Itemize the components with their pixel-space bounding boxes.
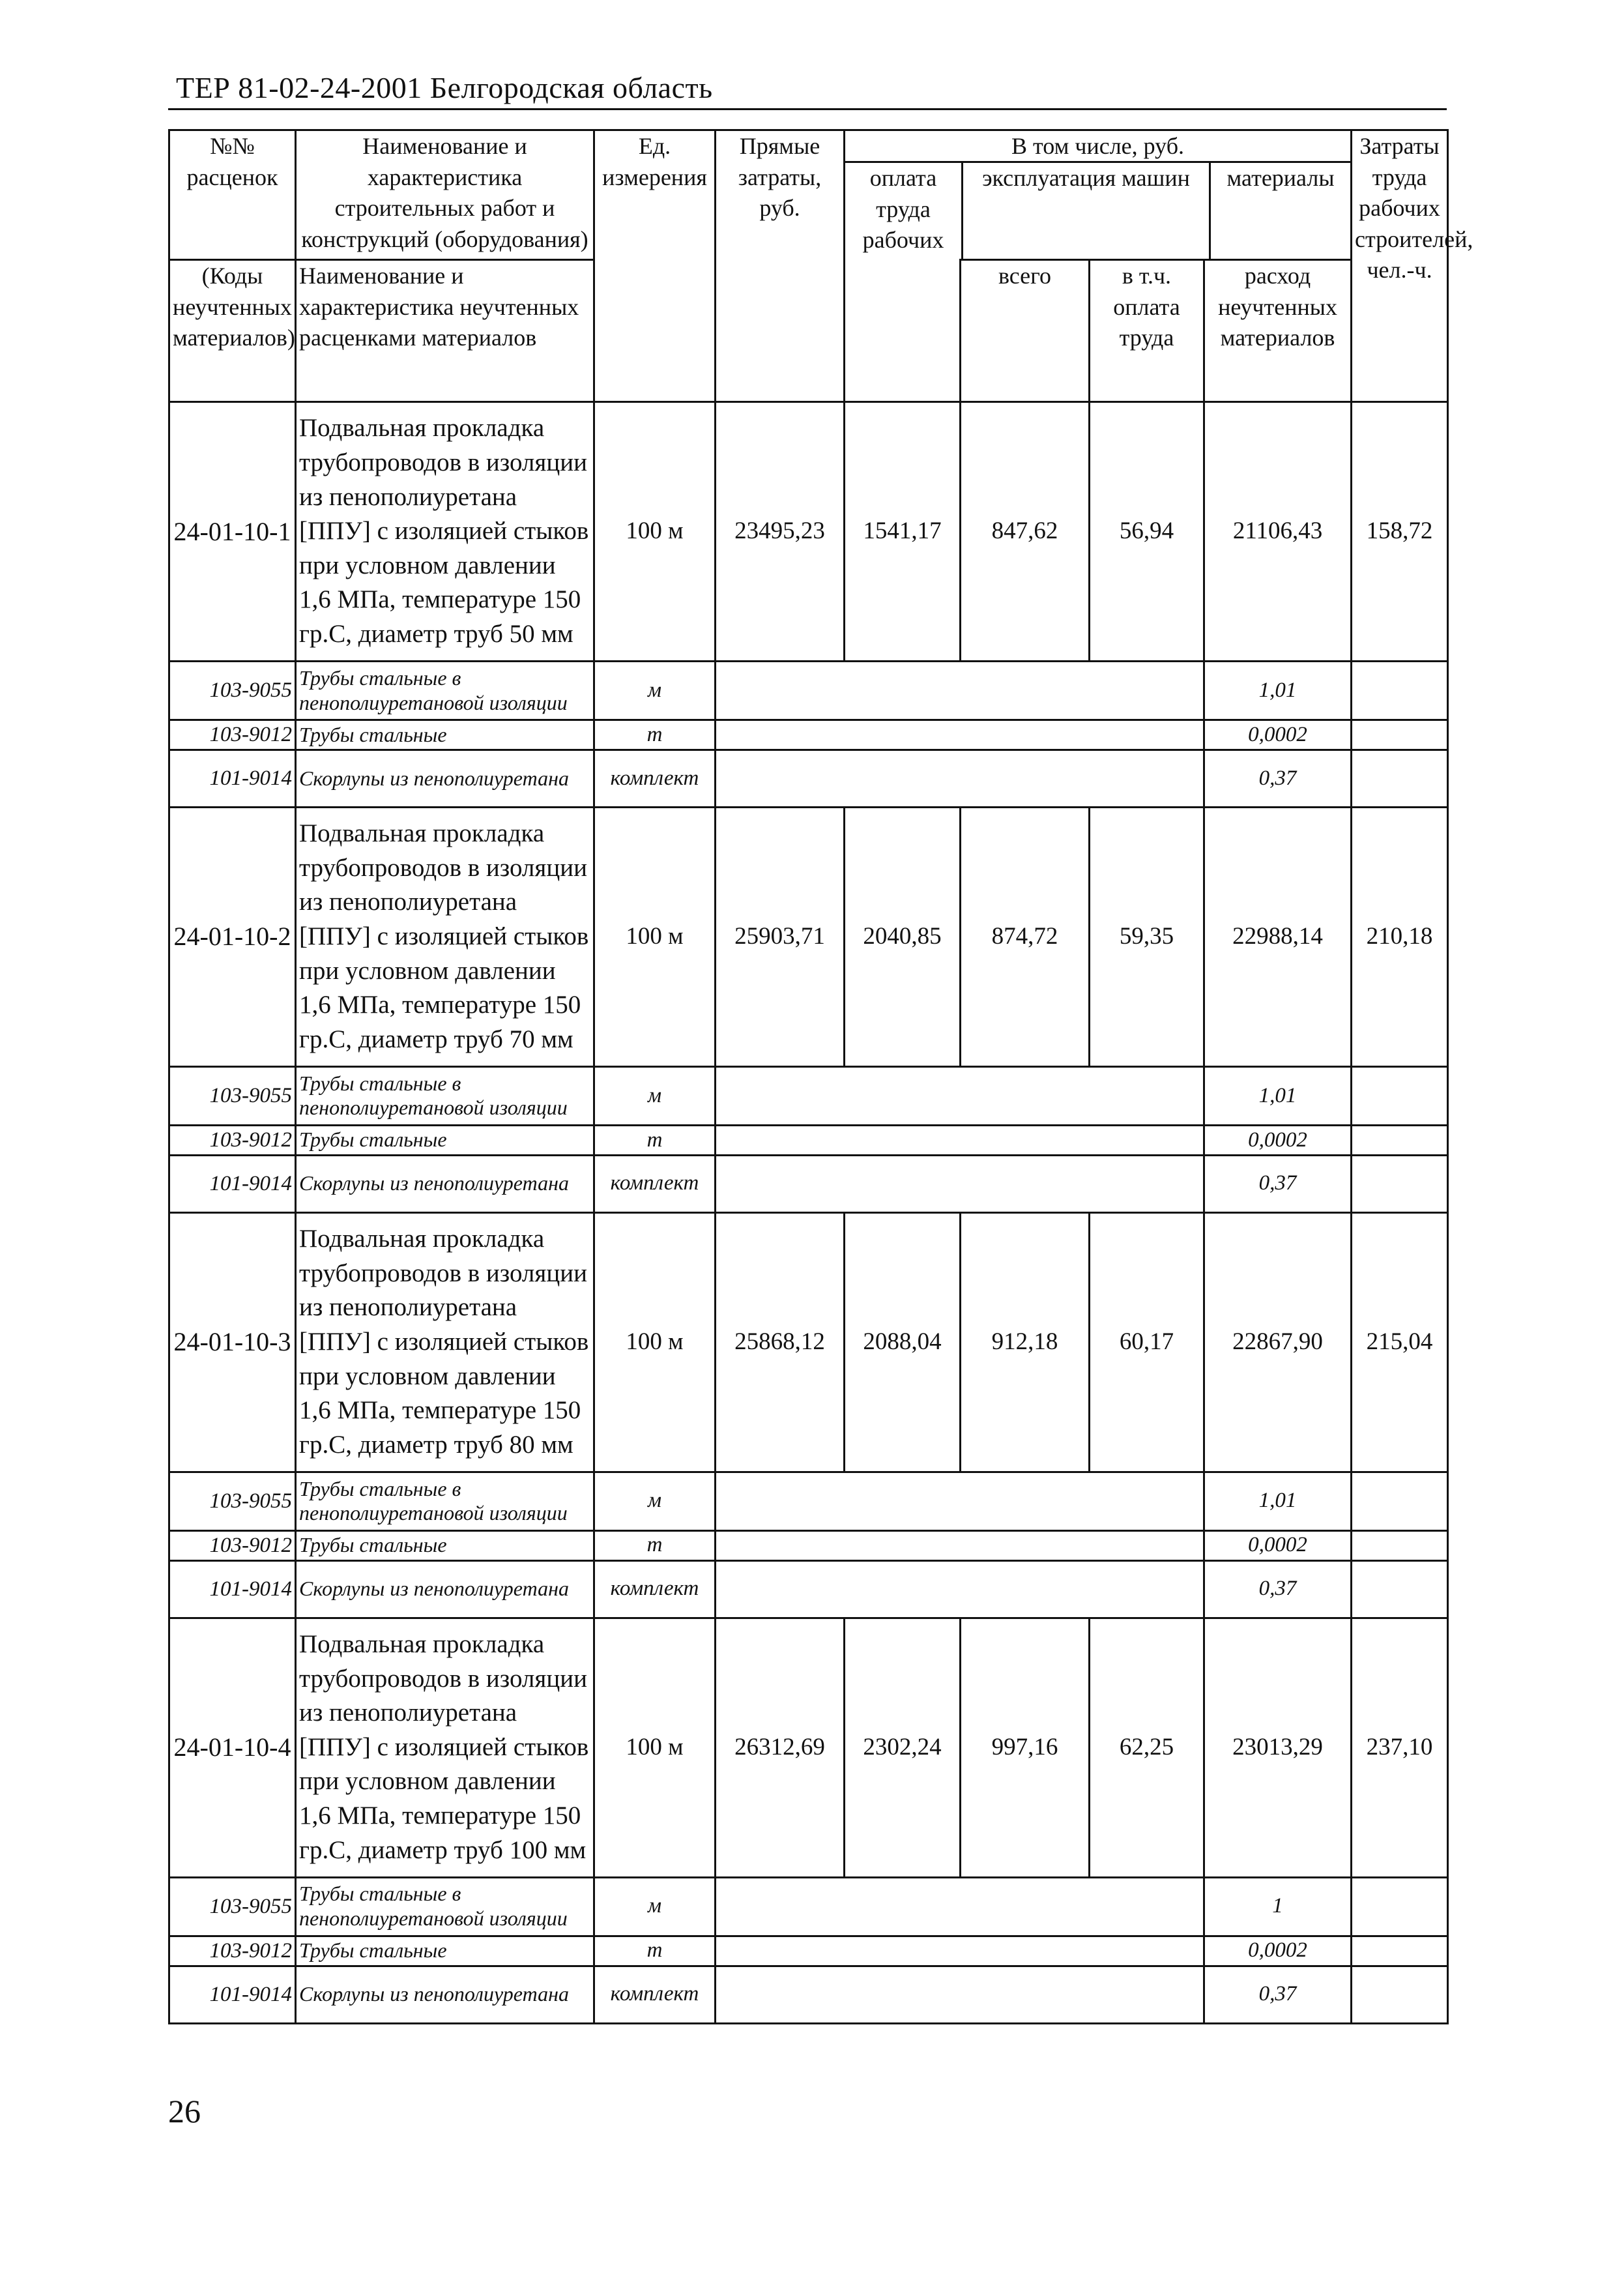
rate-machines-total: 912,18: [961, 1212, 1090, 1472]
material-blank-end: [1352, 720, 1448, 750]
header-rule: [168, 108, 1447, 110]
material-code: 103-9055: [169, 1877, 296, 1936]
material-blank: [716, 1155, 1204, 1212]
rate-direct-cost: 23495,23: [716, 402, 845, 662]
material-blank-end: [1352, 750, 1448, 807]
rate-machines-pay: 60,17: [1090, 1212, 1204, 1472]
material-unit: т: [594, 1125, 716, 1155]
header-num: №№ расценок: [169, 130, 296, 260]
material-name: Скорлупы из пенополиуретана: [296, 750, 594, 807]
material-code: 103-9055: [169, 1066, 296, 1125]
rate-unit: 100 м: [594, 1618, 716, 1877]
rate-materials: 21106,43: [1204, 402, 1352, 662]
rate-materials: 22867,90: [1204, 1212, 1352, 1472]
rate-labor-hours: 237,10: [1352, 1618, 1448, 1877]
material-name: Трубы стальные в пенополиуретановой изоляции: [296, 1066, 594, 1125]
material-blank: [716, 1125, 1204, 1155]
material-qty: 0,0002: [1204, 720, 1352, 750]
material-qty: 0,37: [1204, 1966, 1352, 2023]
material-name: Трубы стальные в пенополиуретановой изоляции: [296, 662, 594, 720]
material-blank-end: [1352, 1560, 1448, 1618]
rate-code: 24-01-10-2: [169, 807, 296, 1066]
material-row: [169, 1066, 1448, 1125]
rate-code: 24-01-10-1: [169, 402, 296, 662]
material-name: Трубы стальные: [296, 1936, 594, 1966]
material-qty: 0,37: [1204, 1560, 1352, 1618]
material-blank-end: [1352, 1530, 1448, 1560]
material-qty: 0,37: [1204, 1155, 1352, 1212]
material-blank: [716, 1530, 1204, 1560]
material-unit: комплект: [594, 1155, 716, 1212]
material-name: Трубы стальные в пенополиуретановой изоляции: [296, 1877, 594, 1936]
material-code: 103-9012: [169, 1125, 296, 1155]
header-labor-cost: Затраты труда рабочих строителей, чел.-ч.: [1352, 130, 1448, 402]
material-blank-end: [1352, 1966, 1448, 2023]
material-blank-end: [1352, 1155, 1448, 1212]
rate-labor-pay: 2040,85: [845, 807, 961, 1066]
header-codes: (Коды неучтенных материалов): [169, 260, 296, 402]
header-mat-name: Наименование и характеристика неучтенных расценками материалов: [296, 260, 594, 402]
rate-labor-pay: 1541,17: [845, 402, 961, 662]
rate-labor-hours: 158,72: [1352, 402, 1448, 662]
material-blank-end: [1352, 1125, 1448, 1155]
header-machines: эксплуатация машин: [963, 163, 1211, 259]
rate-machines-pay: 56,94: [1090, 402, 1204, 662]
document-header: ТЕР 81-02-24-2001 Белгородская область: [176, 71, 713, 104]
rate-name: Подвальная прокладка трубопроводов в изоляции из пенополиуретана [ППУ] с изоляцией стыков при условном давлении 1,6 МПа, температуре 150 гр.С, диаметр труб 50 мм: [296, 402, 594, 662]
material-row: [169, 1560, 1448, 1618]
material-code: 103-9012: [169, 1530, 296, 1560]
material-blank: [716, 662, 1204, 720]
material-code: 101-9014: [169, 1966, 296, 2023]
material-code: 103-9055: [169, 662, 296, 720]
material-row: [169, 1966, 1448, 2023]
material-row: [169, 1936, 1448, 1966]
material-code: 103-9055: [169, 1472, 296, 1530]
rate-materials: 22988,14: [1204, 807, 1352, 1066]
material-name: Скорлупы из пенополиуретана: [296, 1966, 594, 2023]
material-name: Трубы стальные: [296, 720, 594, 750]
table-row: [169, 1618, 1448, 1877]
rate-direct-cost: 25903,71: [716, 807, 845, 1066]
material-code: 103-9012: [169, 720, 296, 750]
rate-machines-total: 847,62: [961, 402, 1090, 662]
material-unit: м: [594, 662, 716, 720]
table-row: [169, 402, 1448, 662]
material-name: Трубы стальные: [296, 1530, 594, 1560]
material-blank: [716, 1472, 1204, 1530]
material-unit: комплект: [594, 1966, 716, 2023]
material-blank: [716, 1560, 1204, 1618]
header-mat-use: расход неучтенных материалов: [1204, 260, 1352, 402]
material-unit: комплект: [594, 1560, 716, 1618]
material-row: [169, 750, 1448, 807]
rate-direct-cost: 25868,12: [716, 1212, 845, 1472]
material-code: 101-9014: [169, 750, 296, 807]
rate-labor-pay: 2302,24: [845, 1618, 961, 1877]
rate-code: 24-01-10-4: [169, 1618, 296, 1877]
material-qty: 1,01: [1204, 1472, 1352, 1530]
material-blank-end: [1352, 1877, 1448, 1936]
table-row: [169, 807, 1448, 1066]
material-blank: [716, 1936, 1204, 1966]
material-qty: 1,01: [1204, 662, 1352, 720]
material-name: Трубы стальные в пенополиуретановой изоляции: [296, 1472, 594, 1530]
rate-machines-pay: 62,25: [1090, 1618, 1204, 1877]
rate-unit: 100 м: [594, 807, 716, 1066]
material-blank: [716, 1877, 1204, 1936]
material-row: [169, 1472, 1448, 1530]
rate-machines-pay: 59,35: [1090, 807, 1204, 1066]
rate-labor-pay: 2088,04: [845, 1212, 961, 1472]
header-name: Наименование и характеристика строительных работ и конструкций (оборудования): [296, 130, 594, 260]
rates-table: [168, 129, 1473, 2024]
rate-direct-cost: 26312,69: [716, 1618, 845, 1877]
header-labor-pay: оплата труда рабочих: [845, 163, 963, 259]
material-blank: [716, 1066, 1204, 1125]
material-name: Трубы стальные: [296, 1125, 594, 1155]
material-qty: 0,0002: [1204, 1125, 1352, 1155]
rate-code: 24-01-10-3: [169, 1212, 296, 1472]
rate-name: Подвальная прокладка трубопроводов в изоляции из пенополиуретана [ППУ] с изоляцией стыков при условном давлении 1,6 МПа, температуре 150 гр.С, диаметр труб 80 мм: [296, 1212, 594, 1472]
rate-materials: 23013,29: [1204, 1618, 1352, 1877]
header-unit: Ед. измерения: [594, 130, 716, 402]
material-unit: м: [594, 1066, 716, 1125]
header-incl: В том числе, руб.: [845, 131, 1350, 163]
rate-labor-hours: 210,18: [1352, 807, 1448, 1066]
material-blank-end: [1352, 1472, 1448, 1530]
material-unit: м: [594, 1877, 716, 1936]
material-qty: 1,01: [1204, 1066, 1352, 1125]
rate-name: Подвальная прокладка трубопроводов в изоляции из пенополиуретана [ППУ] с изоляцией стыков при условном давлении 1,6 МПа, температуре 150 гр.С, диаметр труб 100 мм: [296, 1618, 594, 1877]
material-qty: 0,37: [1204, 750, 1352, 807]
material-row: [169, 1530, 1448, 1560]
header-materials: материалы: [1226, 165, 1335, 191]
material-code: 103-9012: [169, 1936, 296, 1966]
material-name: Скорлупы из пенополиуретана: [296, 1560, 594, 1618]
material-row: [169, 1155, 1448, 1212]
material-row: [169, 720, 1448, 750]
header-incl-block: [845, 130, 1352, 260]
material-qty: 0,0002: [1204, 1530, 1352, 1560]
material-code: 101-9014: [169, 1155, 296, 1212]
material-blank: [716, 1966, 1204, 2023]
rate-machines-total: 997,16: [961, 1618, 1090, 1877]
material-name: Скорлупы из пенополиуретана: [296, 1155, 594, 1212]
material-blank-end: [1352, 1066, 1448, 1125]
rate-labor-hours: 215,04: [1352, 1212, 1448, 1472]
material-unit: м: [594, 1472, 716, 1530]
header-direct: Прямые затраты, руб.: [716, 130, 845, 402]
material-row: [169, 1877, 1448, 1936]
header-total: всего: [961, 260, 1090, 402]
material-unit: комплект: [594, 750, 716, 807]
table-row: [169, 1212, 1448, 1472]
header-incl-pay: в т.ч. оплата труда: [1090, 260, 1204, 402]
material-unit: т: [594, 720, 716, 750]
material-blank: [716, 750, 1204, 807]
material-blank-end: [1352, 1936, 1448, 1966]
material-row: [169, 662, 1448, 720]
rate-unit: 100 м: [594, 1212, 716, 1472]
header-labor-pay-cont: [845, 260, 961, 402]
rate-name: Подвальная прокладка трубопроводов в изоляции из пенополиуретана [ППУ] с изоляцией стыков при условном давлении 1,6 МПа, температуре 150 гр.С, диаметр труб 70 мм: [296, 807, 594, 1066]
page-number: 26: [168, 2093, 201, 2129]
material-blank: [716, 720, 1204, 750]
material-row: [169, 1125, 1448, 1155]
material-qty: 0,0002: [1204, 1936, 1352, 1966]
material-code: 101-9014: [169, 1560, 296, 1618]
rate-unit: 100 м: [594, 402, 716, 662]
material-unit: т: [594, 1530, 716, 1560]
material-blank-end: [1352, 662, 1448, 720]
material-unit: т: [594, 1936, 716, 1966]
material-qty: 1: [1204, 1877, 1352, 1936]
rate-machines-total: 874,72: [961, 807, 1090, 1066]
